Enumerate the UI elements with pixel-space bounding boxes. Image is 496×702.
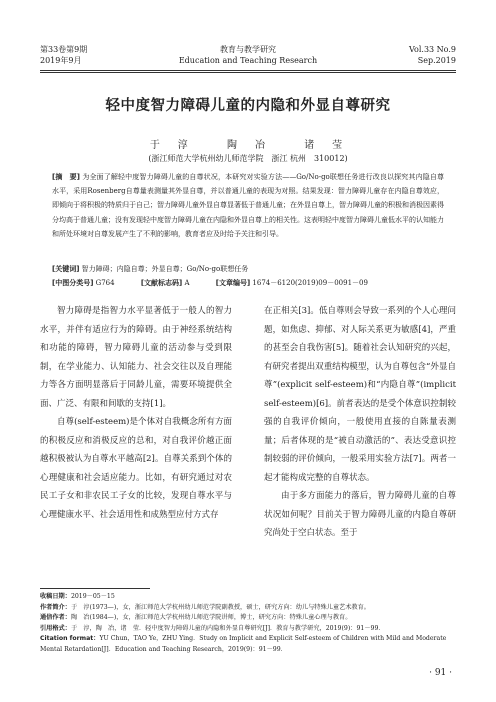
corresponding-author: 陶 冶(1984—)，女，浙江师范大学杭州幼儿师范学院讲师，博士，研究方向：特殊儿童心理与教育。 xyxy=(70,614,352,621)
header-rule xyxy=(40,70,456,71)
body-paragraph: 在正相关[3]。低自尊则会导致一系列的个人心理问题，如焦虑、抑郁、对人际关系更为敏感[4]，严重的甚至会自我伤害[5]。随着社会认知研究的兴起，有研究者提出双重结构模型，认为自尊包含“外显自尊”(explicit self-esteem)和“内隐自尊”(implicit self-esteem)[6]。前者表达的是受个体意识控制较强的自我评价倾向，一般使用直接的自陈量表测量；后者体现的是“被自动激活的”、表达受意识控制较弱的评价倾向，一般采用实验方法[7]。两者一起才能构成完整的自尊状态。 xyxy=(264,306,456,483)
page-number: · 91 · xyxy=(429,668,452,678)
cite-label: 引用格式： xyxy=(40,624,71,632)
citation-format-label: Citation format： xyxy=(40,635,100,642)
header-center xyxy=(40,44,456,66)
author-list xyxy=(0,136,496,151)
abstract-label: [摘 要] xyxy=(52,173,80,181)
corresponding-label: 通信作者： xyxy=(40,614,71,621)
body-paragraph: 由于多方面能力的落后，智力障碍儿童的自尊状况如何呢？目前关于智力障碍儿童的内隐自尊研究尚处于空白状态。至于 xyxy=(264,491,456,538)
volume-issue: 第33卷第9期 xyxy=(40,45,88,54)
body-paragraph: 自尊(self-esteem)是个体对自我概念所有方面的积极反应和消极反应的总和，对自我评价越正面越积极被认为自尊水平越高[2]。自尊关系到个体的心理健康和社会适应能力。比如，有研究通过对农民工子女和非农民工子女的比较，发现自尊水平与心理健康水平、社会适用性和成熟型应付方式存 xyxy=(40,417,232,520)
volume-en: Vol.33 No.9 xyxy=(409,45,456,54)
article-title: 轻中度智力障碍儿童的内隐和外显自尊研究 xyxy=(105,98,391,114)
affiliation: (浙江师范大学杭州幼儿师范学院 浙江 杭州 310012) xyxy=(148,154,348,163)
keywords-label: [关键词] xyxy=(52,265,80,273)
article-id-label: [文章编号] xyxy=(215,279,251,287)
classification-line xyxy=(52,277,444,289)
received-date: 2019－05－15 xyxy=(70,593,115,600)
body-column-left xyxy=(40,302,232,524)
header-right xyxy=(409,44,456,66)
abstract xyxy=(52,170,444,241)
author-name: 于 淳 xyxy=(149,140,192,151)
received-label: 收稿日期： xyxy=(40,593,71,600)
doc-code: A xyxy=(184,279,190,287)
cite-cn: 于 淳，陶 冶，诸 莹．轻中度智力障碍儿童的内隐和外显自尊研究[J]．教育与教学研究，2019(9)：91－99． xyxy=(70,624,385,632)
clc-label: [中图分类号] xyxy=(52,279,94,287)
header-rule-2 xyxy=(40,72,456,73)
author-bio-label: 作者简介： xyxy=(40,603,71,611)
author-bio: 于 淳(1973—)，女，浙江师范大学杭州幼儿师范学院副教授，硕士，研究方向：幼儿与特殊儿童艺术教育。 xyxy=(70,603,370,611)
author-name: 诸 莹 xyxy=(304,140,347,151)
citation-en: YU Chun，TAO Ye，ZHU Ying．Study on Implicit and Explicit Self-esteem of Children with Mild and Moderate Mental Retardation[J]．Education and Teaching Research，2019(9)：91－99． xyxy=(40,635,447,653)
body-column-right xyxy=(264,302,456,543)
keywords xyxy=(52,263,444,275)
keywords-text: 智力障碍；内隐自尊；外显自尊；Go/No-go联想任务 xyxy=(81,265,249,273)
article-id: 1674－6120(2019)09－0091－09 xyxy=(252,279,368,287)
doc-code-label: [文献标志码] xyxy=(140,279,183,287)
issue-date: 2019年9月 xyxy=(40,56,82,65)
abstract-text: 为全面了解轻中度智力障碍儿童的自尊状况，本研究对实验方法——Go/No-go联想任务进行改良以探究其内隐自尊水平，采用Rosenberg自尊量表测量其外显自尊，并以普通儿童的表现为对照。结果发现：智力障碍儿童存在内隐自尊效应，即倾向于将积极的特质归于自己；智力障碍儿童外显自尊显著低于普通儿童；在外显自尊上，智力障碍儿童的积极和消极因素得分均高于普通儿童；没有发现轻中度智力障碍儿童在内隐和外显自尊上的相关性。这表明轻中度智力障碍儿童低水平的认知能力和所处环境对自尊发展产生了不利的影响，教育者应及时给予关注和引导。 xyxy=(52,173,444,238)
clc-code: G764 xyxy=(95,279,115,287)
date-en: Sep.2019 xyxy=(417,56,456,65)
body-paragraph: 智力障碍是指智力水平显著低于一般人的智力水平，并伴有适应行为的障碍。由于神经系统结构和功能的障碍，智力障碍儿童的活动参与受到限制，在学业能力、认知能力、社会交往以及自理能力等各方面明显落后于同龄儿童，需要环境提供全面、广泛、有限和间歇的支持[1]。 xyxy=(40,306,232,409)
footnote-rule xyxy=(40,588,150,589)
footnotes xyxy=(40,592,456,655)
journal-name-en: Education and Teaching Research xyxy=(178,56,318,65)
journal-name-cn: 教育与教学研究 xyxy=(220,45,276,54)
author-name: 陶 冶 xyxy=(227,140,269,151)
